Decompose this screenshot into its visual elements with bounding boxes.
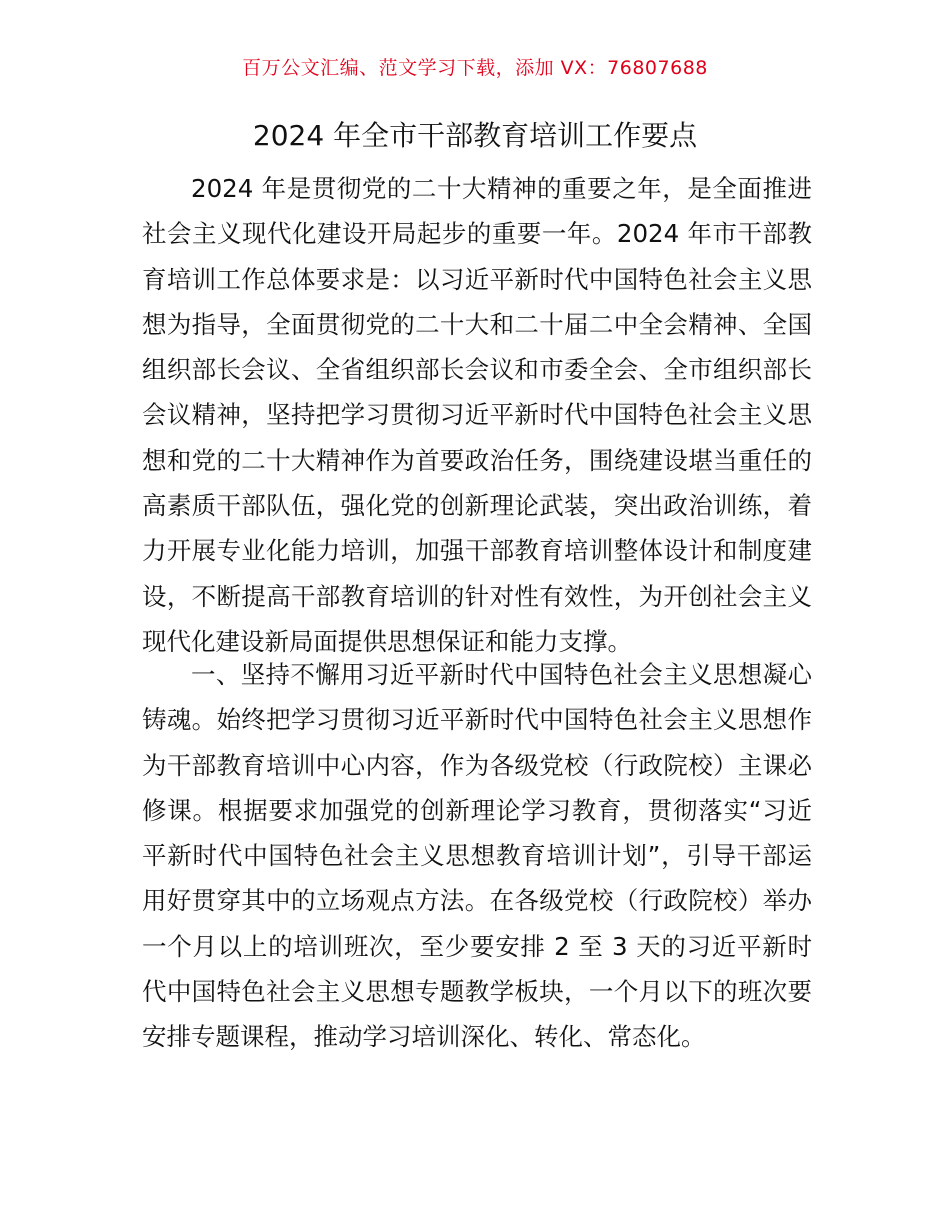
header-banner: 百万公文汇编、范文学习下载，添加 VX：76807688 xyxy=(242,57,708,79)
paragraph-intro: 2024 年是贯彻党的二十大精神的重要之年，是全面推进社会主义现代化建设开局起步的重要一年。2024 年市干部教育培训工作总体要求是：以习近平新时代中国特色社会主义思想为指导，全面贯彻党的二十大和二十届二中全会精神、全国组织部长会议、全省组织部长会议和市委全会、全市组织部长会议精神，坚持把学习贯彻习近平新时代中国特色社会主义思想和党的二十大精神作为首要政治任务，围绕建设堪当重任的高素质干部队伍，强化党的创新理论武装，突出政治训练，着力开展专业化能力培训，加强干部教育培训整体设计和制度建设，不断提高干部教育培训的针对性有效性，为开创社会主义现代化建设新局面提供思想保证和能力支撑。 xyxy=(142,174,812,656)
paragraph-section-1: 一、坚持不懈用习近平新时代中国特色社会主义思想凝心铸魂。始终把学习贯彻习近平新时代中国特色社会主义思想作为干部教育培训中心内容，作为各级党校（行政院校）主课必修课。根据要求加强党的创新理论学习教育，贯彻落实“习近平新时代中国特色社会主义思想教育培训计划”，引导干部运用好贯穿其中的立场观点方法。在各级党校（行政院校）举办一个月以上的培训班次，至少要安排 2 至 3 天的习近平新时代中国特色社会主义思想专题教学板块，一个月以下的班次要安排专题课程，推动学习培训深化、转化、常态化。 xyxy=(142,660,812,1052)
document-title: 2024 年全市干部教育培训工作要点 xyxy=(252,119,698,152)
